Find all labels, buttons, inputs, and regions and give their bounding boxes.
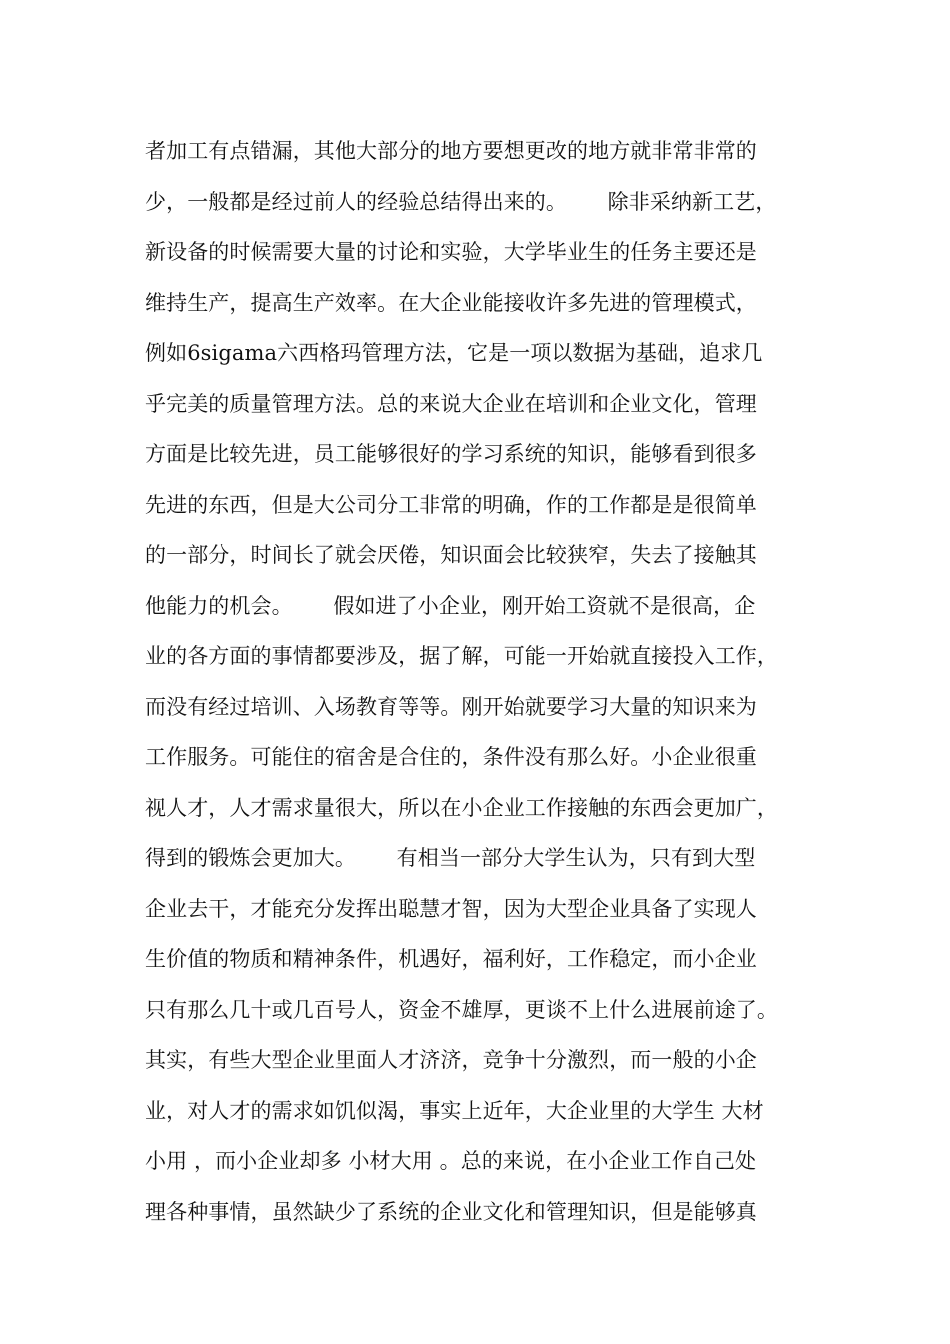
text-line: 而没有经过培训、入场教育等等。刚开始就要学习大量的知识来为 bbox=[145, 694, 757, 719]
text-line: 业，对人才的需求如饥似渴，事实上近年，大企业里的大学生 大材 bbox=[145, 1098, 764, 1123]
text-line: 小用 ，而小企业却多 小材大用 。总的来说，在小企业工作自己处 bbox=[145, 1149, 757, 1173]
text-line: 业的各方面的事情都要涉及，据了解，可能一开始就直接投入工作， bbox=[145, 644, 778, 668]
text-line: 先进的东西，但是大公司分工非常的明确，作的工作都是是很简单 bbox=[145, 492, 757, 517]
text-line: 他能力的机会。 假如进了小企业，刚开始工资就不是很高，企 bbox=[145, 593, 756, 618]
text-line: 生价值的物质和精神条件，机遇好，福利好，工作稳定，而小企业 bbox=[145, 947, 757, 971]
text-line: 者加工有点错漏，其他大部分的地方要想更改的地方就非常非常的 bbox=[145, 139, 757, 163]
text-line: 方面是比较先进，员工能够很好的学习系统的知识，能够看到很多 bbox=[145, 442, 757, 466]
body-text bbox=[145, 131, 825, 1242]
text-line: 乎完美的质量管理方法。总的来说大企业在培训和企业文化，管理 bbox=[145, 391, 757, 416]
text-line: 工作服务。可能住的宿舍是合住的，条件没有那么好。小企业很重 bbox=[145, 745, 757, 769]
text-line: 其实，有些大型企业里面人才济济，竞争十分激烈，而一般的小企 bbox=[145, 1048, 757, 1072]
text-line: 新设备的时候需要大量的讨论和实验，大学毕业生的任务主要还是 bbox=[145, 240, 757, 264]
text-line: 少，一般都是经过前人的经验总结得出来的。 除非采纳新工艺， bbox=[145, 189, 777, 214]
text-line: 例如6sigama六西格玛管理方法，它是一项以数据为基础，追求几 bbox=[145, 341, 763, 365]
text-line: 得到的锻炼会更加大。 有相当一部分大学生认为，只有到大型 bbox=[145, 846, 756, 870]
text-line: 企业去干，才能充分发挥出聪慧才智，因为大型企业具备了实现人 bbox=[145, 896, 757, 921]
text-line: 视人才，人才需求量很大，所以在小企业工作接触的东西会更加广， bbox=[145, 795, 778, 820]
text-line: 只有那么几十或几百号人，资金不雄厚，更谈不上什么进展前途了。 bbox=[145, 997, 778, 1022]
text-line: 维持生产，提高生产效率。在大企业能接收许多先进的管理模式， bbox=[145, 290, 757, 315]
text-line: 的一部分，时间长了就会厌倦，知识面会比较狭窄，失去了接触其 bbox=[145, 543, 757, 567]
text-line: 理各种事情，虽然缺少了系统的企业文化和管理知识，但是能够真 bbox=[145, 1199, 757, 1224]
